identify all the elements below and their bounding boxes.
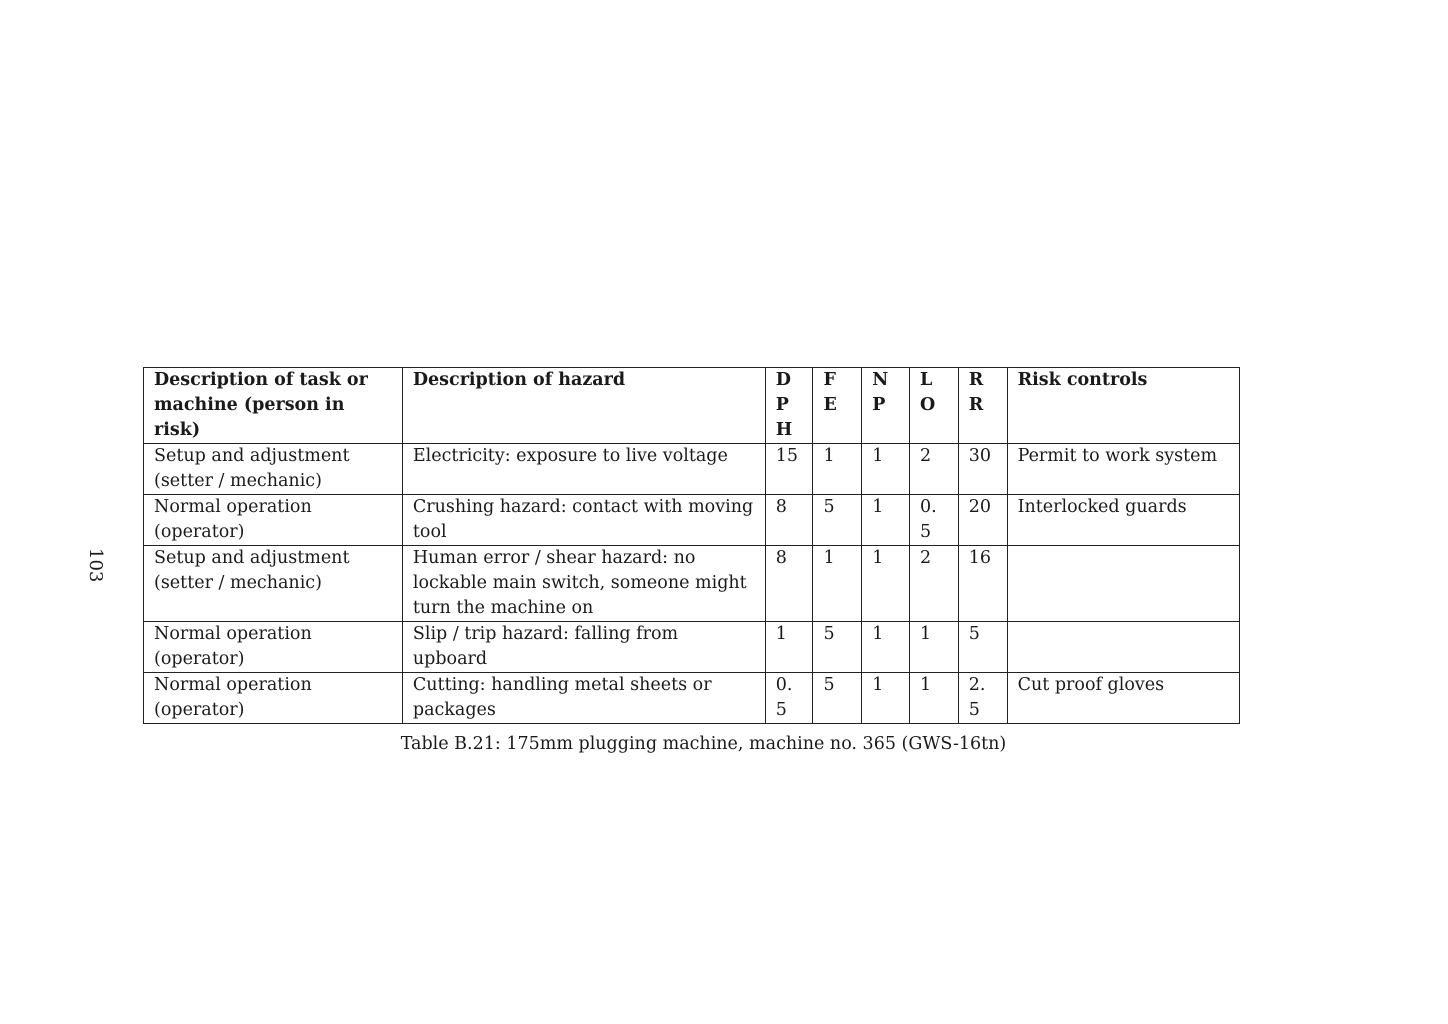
cell-lo: 2 — [909, 444, 958, 495]
header-rr-letter: R — [968, 395, 984, 415]
header-np-letter: P — [872, 395, 886, 415]
header-dph-letter: D — [775, 370, 791, 390]
header-task: Description of task or machine (person in risk) — [144, 368, 403, 444]
cell-dph: 1 — [765, 622, 813, 673]
cell-np: 1 — [862, 622, 910, 673]
header-dph — [765, 368, 813, 444]
header-fe-letter: F — [823, 370, 836, 390]
cell-fe: 1 — [813, 546, 862, 622]
cell-dph: 8 — [765, 546, 813, 622]
header-row — [144, 368, 1240, 444]
cell-hazard: Crushing hazard: contact with moving tool — [402, 495, 765, 546]
table-row — [144, 673, 1240, 724]
cell-task: Setup and adjustment (setter / mechanic) — [144, 546, 403, 622]
cell-hazard: Cutting: handling metal sheets or packages — [402, 673, 765, 724]
cell-fe: 5 — [813, 495, 862, 546]
table-row — [144, 546, 1240, 622]
header-rr — [958, 368, 1007, 444]
cell-hazard: Electricity: exposure to live voltage — [402, 444, 765, 495]
header-dph-letter: H — [775, 420, 793, 440]
table-row — [144, 622, 1240, 673]
header-lo-letter: O — [919, 395, 936, 415]
header-hazard: Description of hazard — [402, 368, 765, 444]
cell-controls — [1007, 622, 1239, 673]
cell-lo: 0.5 — [909, 495, 958, 546]
cell-np: 1 — [862, 673, 910, 724]
cell-controls: Cut proof gloves — [1007, 673, 1239, 724]
cell-controls: Interlocked guards — [1007, 495, 1239, 546]
cell-rr: 30 — [958, 444, 1007, 495]
cell-lo: 1 — [909, 622, 958, 673]
cell-task: Setup and adjustment (setter / mechanic) — [144, 444, 403, 495]
table-row — [144, 495, 1240, 546]
cell-np: 1 — [862, 546, 910, 622]
cell-dph: 15 — [765, 444, 813, 495]
cell-lo: 1 — [909, 673, 958, 724]
cell-hazard: Slip / trip hazard: falling from upboard — [402, 622, 765, 673]
cell-lo: 2 — [909, 546, 958, 622]
cell-controls: Permit to work system — [1007, 444, 1239, 495]
cell-rr: 2.5 — [958, 673, 1007, 724]
cell-rr: 20 — [958, 495, 1007, 546]
page-number: 103 — [85, 548, 106, 583]
hazard-table — [143, 367, 1240, 724]
cell-np: 1 — [862, 444, 910, 495]
cell-rr: 16 — [958, 546, 1007, 622]
table-caption: Table B.21: 175mm plugging machine, machine no. 365 (GWS-16tn) — [400, 734, 1007, 754]
cell-task: Normal operation (operator) — [144, 673, 403, 724]
header-controls: Risk controls — [1007, 368, 1239, 444]
cell-dph: 0.5 — [765, 673, 813, 724]
cell-dph: 8 — [765, 495, 813, 546]
header-dph-letter: P — [775, 395, 789, 415]
cell-task: Normal operation (operator) — [144, 495, 403, 546]
cell-rr: 5 — [958, 622, 1007, 673]
header-fe-letter: E — [823, 395, 837, 415]
cell-np: 1 — [862, 495, 910, 546]
cell-fe: 5 — [813, 622, 862, 673]
cell-hazard: Human error / shear hazard: no lockable main switch, someone might turn the machine on — [402, 546, 765, 622]
header-lo — [909, 368, 958, 444]
cell-fe: 5 — [813, 673, 862, 724]
header-lo-letter: L — [919, 370, 933, 390]
cell-task: Normal operation (operator) — [144, 622, 403, 673]
table-row — [144, 444, 1240, 495]
cell-fe: 1 — [813, 444, 862, 495]
header-np — [862, 368, 910, 444]
header-fe — [813, 368, 862, 444]
header-rr-letter: R — [968, 370, 984, 390]
header-np-letter: N — [872, 370, 889, 390]
cell-controls — [1007, 546, 1239, 622]
